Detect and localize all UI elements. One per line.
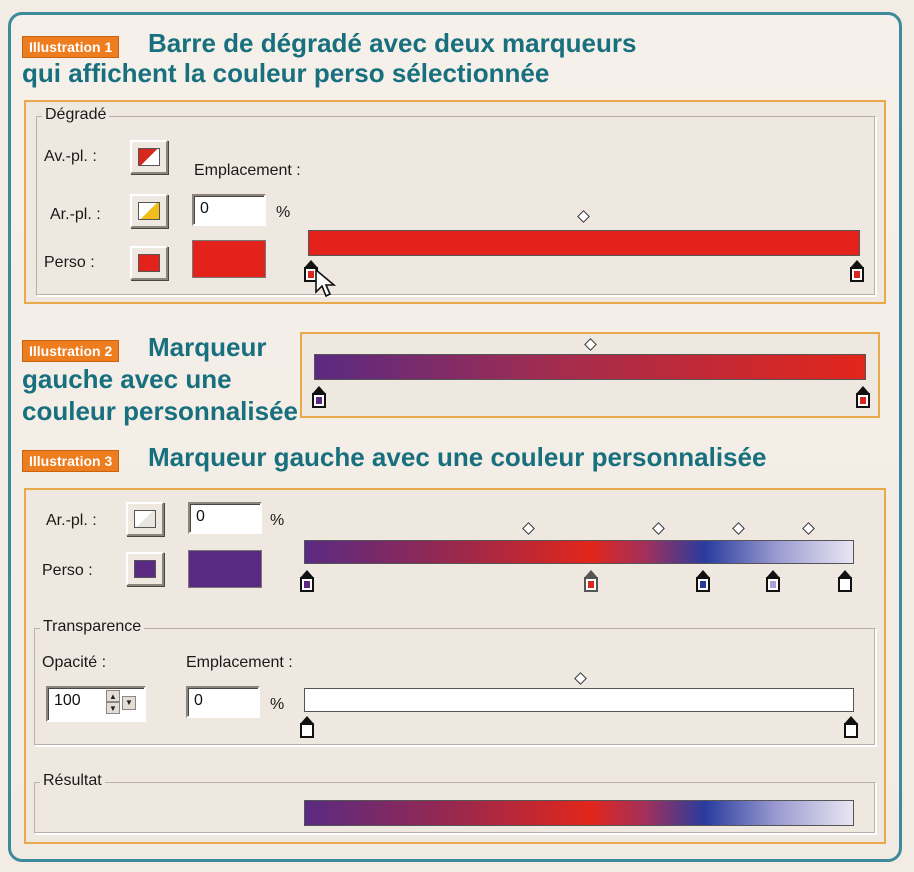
stop-marker-purple[interactable] <box>300 570 314 592</box>
custom-color-swatch <box>188 550 262 588</box>
midpoint-diamond[interactable] <box>652 522 665 535</box>
front-color-button[interactable] <box>130 140 168 174</box>
illustration-1-panel <box>24 100 886 304</box>
midpoint-diamond[interactable] <box>732 522 745 535</box>
opacity-down-icon[interactable]: ▼ <box>106 702 120 714</box>
transparency-location-label: Emplacement : <box>186 654 293 671</box>
location-label: Emplacement : <box>194 162 301 179</box>
opacity-label: Opacité : <box>42 654 107 671</box>
midpoint-diamond[interactable] <box>584 338 597 351</box>
illustration-2-title-line2: gauche avec une <box>22 364 232 394</box>
mouse-cursor-icon <box>314 268 336 298</box>
back-color-button[interactable] <box>130 194 168 228</box>
stop-body <box>300 577 314 592</box>
stop-body <box>766 577 780 592</box>
custom-color-label: Perso : <box>44 254 95 271</box>
front-color-label-text: Av.-pl. : <box>44 148 97 165</box>
stop-body <box>856 393 870 408</box>
illustration-2-title-line3: couleur personnalisée <box>22 396 298 426</box>
result-group-title: Résultat <box>40 772 105 790</box>
stop-marker-white[interactable] <box>838 570 852 592</box>
opacity-up-icon[interactable]: ▲ <box>106 690 120 702</box>
illustration-1-title-line1: Barre de dégradé avec deux marqueurs <box>148 28 637 58</box>
back-color-label: Ar.-pl. : <box>46 512 97 529</box>
stop-body <box>844 723 858 738</box>
custom-color-label: Perso : <box>42 562 93 579</box>
gradient-group-title: Dégradé <box>42 106 109 124</box>
opacity-value: 100 <box>54 692 81 709</box>
front-color-label <box>44 148 97 166</box>
illustration-3-panel <box>24 488 886 844</box>
transparency-location-input[interactable]: 0 <box>186 686 260 718</box>
back-color-label: Ar.-pl. : <box>50 206 101 223</box>
result-bar <box>304 800 854 826</box>
illustration-2-tag: Illustration 2 <box>22 340 119 362</box>
custom-color-button[interactable] <box>130 246 168 280</box>
right-stop-marker[interactable] <box>850 260 864 282</box>
illustration-2-title-line1: Marqueur <box>148 332 267 362</box>
transparency-right-stop[interactable] <box>844 716 858 738</box>
percent-label: % <box>276 204 291 221</box>
transparency-group-title: Transparence <box>40 618 144 636</box>
transparency-percent-label: % <box>270 696 285 713</box>
stop-marker-blue[interactable] <box>696 570 710 592</box>
stop-body <box>838 577 852 592</box>
right-stop-marker[interactable] <box>856 386 870 408</box>
location-input[interactable]: 0 <box>188 502 262 534</box>
transparency-group <box>34 628 876 746</box>
gradient-bar[interactable] <box>314 354 866 380</box>
illustration-2-panel <box>300 332 880 418</box>
gradient-bar[interactable] <box>308 230 860 256</box>
gradient-bar[interactable] <box>304 540 854 564</box>
illustration-3-tag: Illustration 3 <box>22 450 119 472</box>
back-color-icon <box>134 510 156 528</box>
midpoint-diamond[interactable] <box>802 522 815 535</box>
illustration-1-tag: Illustration 1 <box>22 36 119 58</box>
transparency-bar[interactable] <box>304 688 854 712</box>
back-color-icon <box>138 202 160 220</box>
back-color-button[interactable] <box>126 502 164 536</box>
left-stop-marker[interactable] <box>312 386 326 408</box>
stop-body <box>584 577 598 592</box>
location-input[interactable]: 0 <box>192 194 266 226</box>
stop-body <box>696 577 710 592</box>
stop-marker-lavender[interactable] <box>766 570 780 592</box>
custom-color-icon <box>134 560 156 578</box>
opacity-dropdown-icon[interactable]: ▼ <box>122 696 136 710</box>
illustration-3-title: Marqueur gauche avec une couleur personnalisée <box>148 442 767 472</box>
stop-body <box>300 723 314 738</box>
front-color-icon <box>138 148 160 166</box>
stop-body <box>312 393 326 408</box>
stop-body <box>850 267 864 282</box>
percent-label: % <box>270 512 285 529</box>
custom-color-button[interactable] <box>126 552 164 586</box>
transparency-left-stop[interactable] <box>300 716 314 738</box>
stop-marker-red[interactable] <box>584 570 598 592</box>
illustration-1-title-line2: qui affichent la couleur perso sélectionnée <box>22 58 550 88</box>
custom-color-icon <box>138 254 160 272</box>
custom-color-swatch <box>192 240 266 278</box>
midpoint-diamond[interactable] <box>522 522 535 535</box>
